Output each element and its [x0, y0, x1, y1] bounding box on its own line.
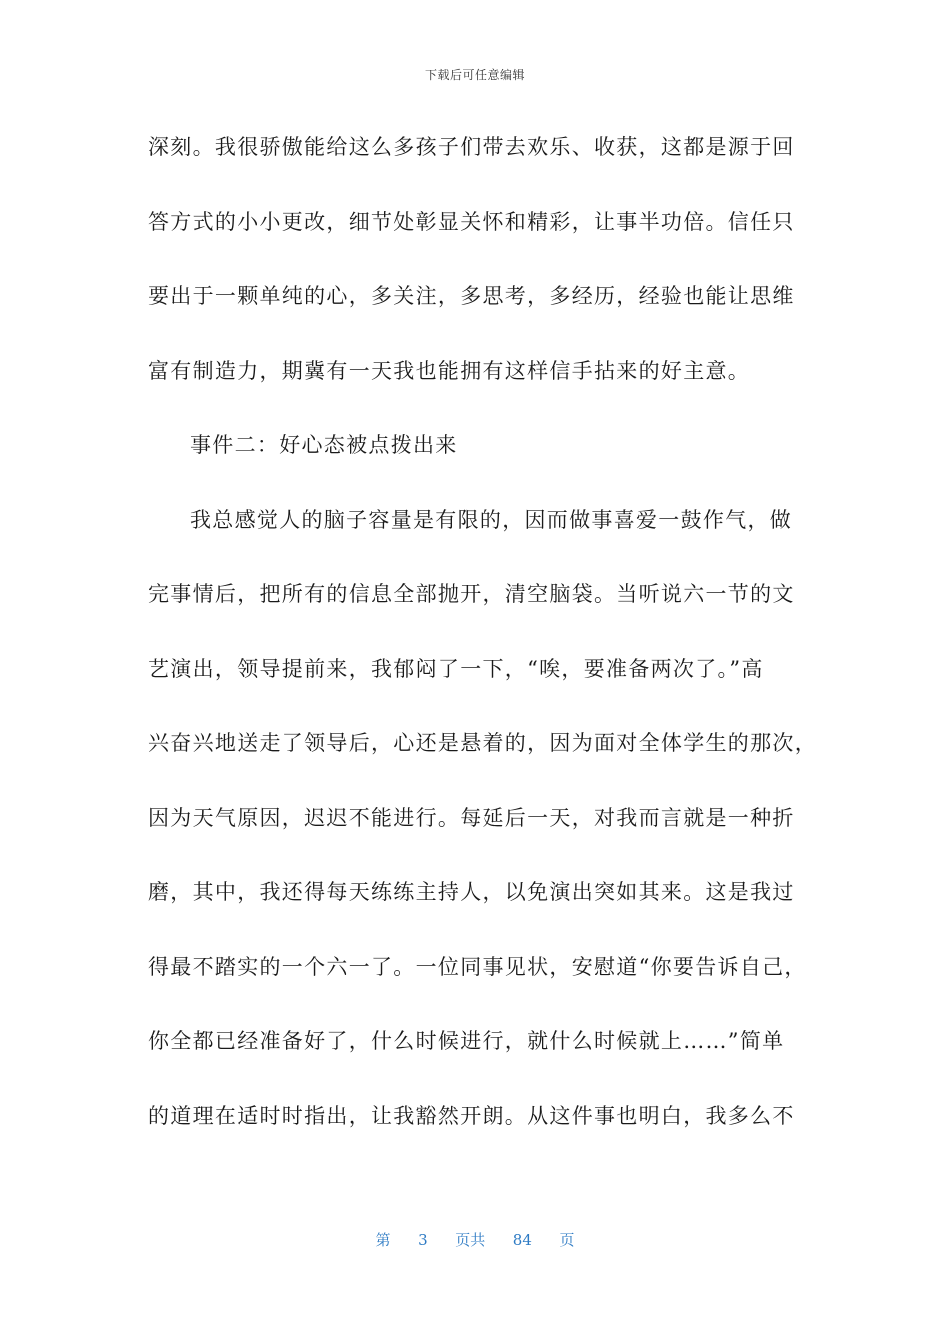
paragraph-line: 深刻。我很骄傲能给这么多孩子们带去欢乐、收获，这都是源于回: [148, 135, 795, 159]
page-header: 下载后可任意编辑: [424, 68, 525, 82]
paragraph-line: 艺演出，领导提前来，我郁闷了一下，“唉，要准备两次了。”高: [148, 656, 764, 681]
document-body: [148, 128, 817, 1171]
paragraph-line: 完事情后，把所有的信息全部抛开，清空脑袋。当听说六一节的文: [148, 582, 795, 606]
paragraph-line: 得最不踏实的一个六一了。一位同事见状，安慰道“你要告诉自己，: [148, 954, 807, 979]
paragraph-line: 你全都已经准备好了，什么时候进行，就什么时候就上……”简单: [148, 1029, 785, 1053]
page-label-suffix: 页: [559, 1231, 575, 1249]
paragraph-line: 要出于一颗单纯的心，多关注，多思考，多经历，经验也能让思维: [148, 284, 795, 308]
section-heading: 事件二：好心态被点拨出来: [190, 433, 458, 457]
paragraph-line: 富有制造力，期冀有一天我也能拥有这样信手拈来的好主意。: [148, 358, 751, 383]
page-footer: [0, 1229, 950, 1250]
paragraph-line: 我总感觉人的脑子容量是有限的，因而做事喜爱一鼓作气，做: [190, 507, 793, 532]
paragraph-line: 兴奋兴地送走了领导后，心还是悬着的，因为面对全体学生的那次，: [148, 731, 817, 755]
paragraph-line: 磨，其中，我还得每天练练主持人，以免演出突如其来。这是我过: [148, 880, 795, 904]
current-page-number: 3: [418, 1231, 428, 1249]
page-label-prefix: 第: [375, 1231, 391, 1249]
page-label-mid: 页共: [455, 1231, 486, 1249]
paragraph-line: 的道理在适时时指出，让我豁然开朗。从这件事也明白，我多么不: [148, 1103, 795, 1128]
paragraph-line: 答方式的小小更改，细节处彰显关怀和精彩，让事半功倍。信任只: [148, 209, 795, 234]
total-pages-number: 84: [512, 1231, 532, 1249]
paragraph-line: 因为天气原因，迟迟不能进行。每延后一天，对我而言就是一种折: [148, 805, 795, 830]
